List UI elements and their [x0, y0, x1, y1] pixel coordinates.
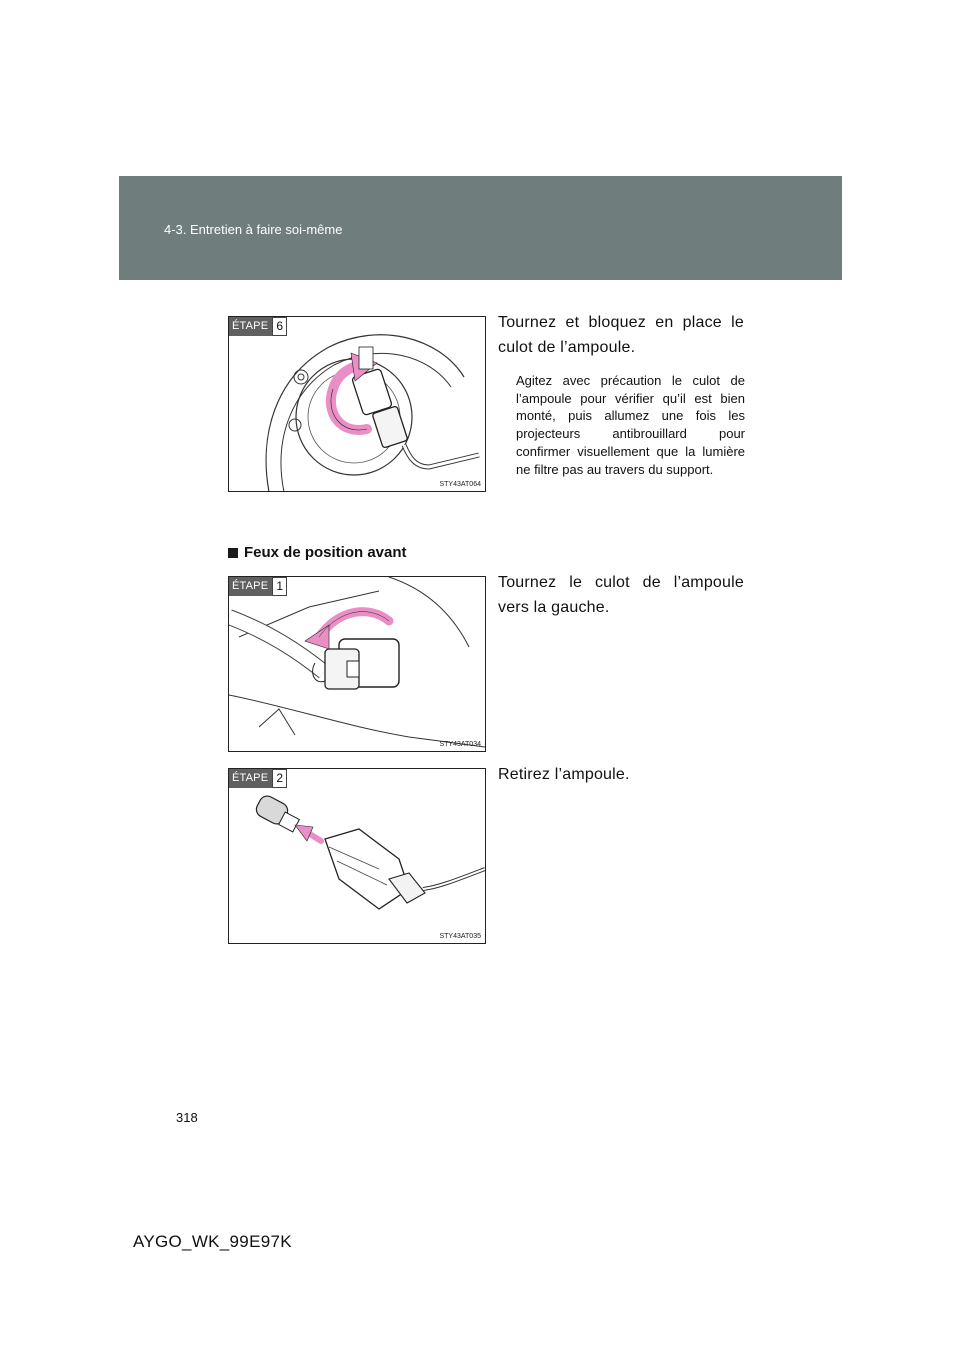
figure-step-6	[228, 316, 486, 492]
step-badge-number: 6	[272, 317, 287, 336]
step-badge	[229, 577, 287, 596]
section-title: Feux de position avant	[244, 544, 407, 561]
figure-code: STY43AT034	[439, 741, 481, 748]
step-badge-number: 1	[272, 577, 287, 596]
square-bullet-icon	[228, 548, 238, 558]
step-1-instruction: Tournez le culot de l’ampoule vers la gauche.	[498, 574, 744, 616]
page-number: 318	[176, 1110, 198, 1125]
position-lamp-socket-illustration	[229, 577, 485, 751]
figure-step-2	[228, 768, 486, 944]
step-2-instruction: Retirez l’ampoule.	[498, 766, 630, 783]
step-badge-number: 2	[272, 769, 287, 788]
figure-code: STY43AT064	[439, 481, 481, 488]
step-badge-word: ÉTAPE	[229, 577, 272, 596]
step-6-instruction: Tournez et bloquez en place le culot de l’ampoule.	[498, 314, 744, 356]
figure-step-1	[228, 576, 486, 752]
step-6-note: Agitez avec précaution le culot de l’ampoule pour vérifier qu’il est bien monté, puis allumez une fois les projecteurs antibrouillard pour confirmer visuellement que la lumière ne filtre pas au travers du support.	[516, 373, 745, 477]
figure-code: STY43AT035	[439, 933, 481, 940]
step-badge	[229, 769, 287, 788]
section-breadcrumb: 4-3. Entretien à faire soi-même	[164, 222, 343, 237]
step-badge-word: ÉTAPE	[229, 769, 272, 788]
step-badge	[229, 317, 287, 336]
fog-lamp-socket-illustration	[229, 317, 485, 491]
section-heading	[228, 544, 407, 561]
step-badge-word: ÉTAPE	[229, 317, 272, 336]
bulb-removal-illustration	[229, 769, 485, 943]
document-code: AYGO_WK_99E97K	[133, 1232, 292, 1251]
